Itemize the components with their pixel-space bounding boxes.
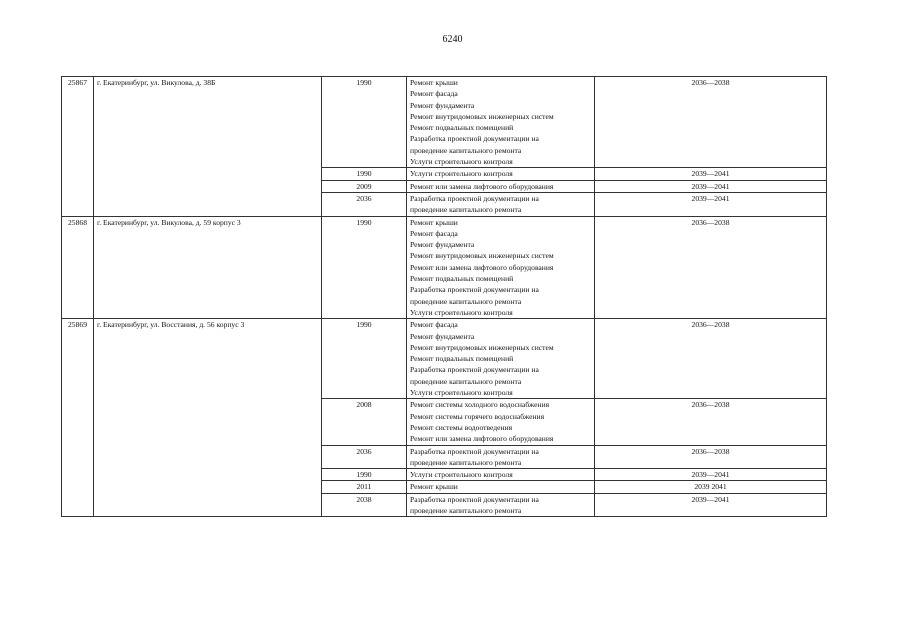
work-item: Ремонт или замена лифтового оборудования	[410, 434, 554, 444]
work-item: Ремонт крыши	[410, 217, 458, 227]
work-item: Услуги строительного контроля	[410, 307, 513, 317]
year-cell: 1990	[322, 77, 407, 168]
works-cell	[407, 168, 595, 180]
work-item: Ремонт системы водоотведения	[410, 422, 513, 432]
building-id-cell: 25867	[62, 77, 94, 217]
work-item: Ремонт фундамента	[410, 331, 475, 341]
period-cell: 2039—2041	[595, 168, 827, 180]
work-item: Ремонт системы холодного водоснабжения	[410, 400, 550, 410]
works-cell	[407, 445, 595, 469]
address-cell: г. Екатеринбург, ул. Викулова, д. 59 корпус 3	[94, 216, 322, 319]
work-item: Ремонт или замена лифтового оборудования	[410, 181, 554, 191]
address-cell: г. Екатеринбург, ул. Викулова, д. 38Б	[94, 77, 322, 217]
work-item: Разработка проектной документации на	[410, 285, 539, 295]
work-item: Услуги строительного контроля	[410, 388, 513, 398]
year-cell: 2009	[322, 180, 407, 192]
work-item: Услуги строительного контроля	[410, 470, 513, 480]
work-item: Ремонт подвальных помещений	[410, 274, 514, 284]
works-cell	[407, 192, 595, 216]
work-item: Ремонт подвальных помещений	[410, 123, 514, 133]
year-cell: 2036	[322, 192, 407, 216]
period-cell: 2039—2041	[595, 493, 827, 517]
works-cell	[407, 481, 595, 493]
year-cell: 1990	[322, 216, 407, 319]
period-cell: 2039 2041	[595, 481, 827, 493]
work-item: проведение капитального ремонта	[410, 505, 522, 515]
work-item: проведение капитального ремонта	[410, 205, 522, 215]
period-cell: 2039—2041	[595, 192, 827, 216]
period-cell: 2036—2038	[595, 77, 827, 168]
works-cell	[407, 216, 595, 319]
work-item: Ремонт крыши	[410, 78, 458, 87]
works-cell	[407, 399, 595, 445]
period-cell: 2036—2038	[595, 319, 827, 399]
work-item: Разработка проектной документации на	[410, 494, 539, 504]
period-cell: 2036—2038	[595, 399, 827, 445]
work-item: проведение капитального ремонта	[410, 296, 522, 306]
works-cell	[407, 493, 595, 517]
works-cell	[407, 180, 595, 192]
table-row	[62, 319, 827, 399]
work-item: Услуги строительного контроля	[410, 169, 513, 179]
building-id-cell: 25868	[62, 216, 94, 319]
work-item: Ремонт фасада	[410, 320, 458, 330]
address-cell: г. Екатеринбург, ул. Восстания, д. 56 корпус 3	[94, 319, 322, 517]
period-cell: 2036—2038	[595, 445, 827, 469]
works-cell	[407, 469, 595, 481]
year-cell: 2011	[322, 481, 407, 493]
work-item: Ремонт фасада	[410, 89, 458, 99]
table-body	[62, 77, 827, 517]
work-item: проведение капитального ремонта	[410, 145, 522, 155]
year-cell: 1990	[322, 168, 407, 180]
work-item: Разработка проектной документации на	[410, 446, 539, 456]
work-item: Услуги строительного контроля	[410, 157, 513, 167]
capital-repair-table	[61, 76, 827, 517]
year-cell: 2008	[322, 399, 407, 445]
work-item: Ремонт крыши	[410, 482, 458, 492]
work-item: Ремонт фасада	[410, 228, 458, 238]
year-cell: 2038	[322, 493, 407, 517]
work-item: Ремонт или замена лифтового оборудования	[410, 262, 554, 272]
work-item: Ремонт системы горячего водоснабжения	[410, 411, 545, 421]
work-item: Разработка проектной документации на	[410, 134, 539, 144]
work-item: Ремонт фундамента	[410, 100, 475, 110]
work-item: Ремонт фундамента	[410, 240, 475, 250]
period-cell: 2036—2038	[595, 216, 827, 319]
page-number: 6240	[442, 34, 463, 45]
table-row	[62, 77, 827, 168]
work-item: проведение капитального ремонта	[410, 457, 522, 467]
work-item: Ремонт подвальных помещений	[410, 354, 514, 364]
period-cell: 2039—2041	[595, 469, 827, 481]
year-cell: 1990	[322, 469, 407, 481]
works-cell	[407, 77, 595, 168]
work-item: Разработка проектной документации на	[410, 193, 539, 203]
work-item: Ремонт внутридомовых инженерных систем	[410, 111, 554, 121]
building-id-cell: 25869	[62, 319, 94, 517]
year-cell: 2036	[322, 445, 407, 469]
year-cell: 1990	[322, 319, 407, 399]
work-item: Ремонт внутридомовых инженерных систем	[410, 342, 554, 352]
work-item: Разработка проектной документации на	[410, 365, 539, 375]
work-item: Ремонт внутридомовых инженерных систем	[410, 251, 554, 261]
works-cell	[407, 319, 595, 399]
work-item: проведение капитального ремонта	[410, 376, 522, 386]
table-row	[62, 216, 827, 319]
period-cell: 2039—2041	[595, 180, 827, 192]
